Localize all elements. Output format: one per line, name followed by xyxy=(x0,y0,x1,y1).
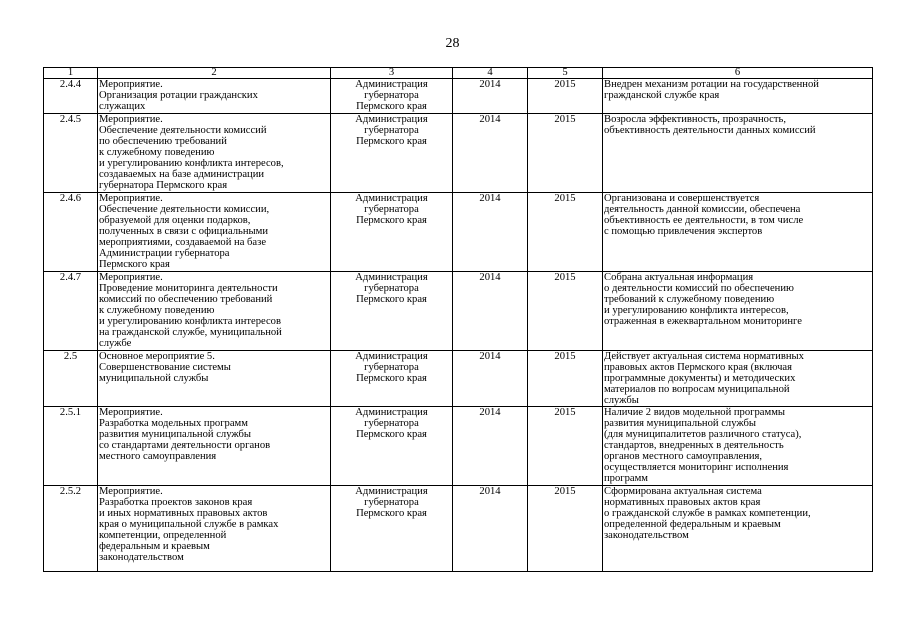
expected-result-cell xyxy=(603,79,873,114)
result-text-line: Собрана актуальная информация xyxy=(604,272,754,283)
expected-result-cell xyxy=(603,486,873,572)
executor-cell xyxy=(331,272,453,351)
start-year-cell: 2014 xyxy=(453,407,528,486)
event-name-cell xyxy=(98,114,331,193)
event-text-line: губернатора Пермского края xyxy=(99,180,228,191)
table-header-row xyxy=(44,68,873,79)
event-text-line: местного самоуправления xyxy=(99,451,217,462)
result-text-line: законодательством xyxy=(604,530,689,541)
executor-text-line: Администрация xyxy=(355,272,428,283)
event-text-line: законодательством xyxy=(99,552,184,563)
result-text-line: Организована и совершенствуется xyxy=(604,193,760,204)
result-text-line: о гражданской службе в рамках компетенции, xyxy=(604,508,811,519)
result-text-line: с помощью привлечения экспертов xyxy=(604,226,763,237)
executor-text-line: Администрация xyxy=(355,114,428,125)
result-text-line: определенной федеральным и краевым xyxy=(604,519,781,530)
result-text-line: Возросла эффективность, прозрачность, xyxy=(604,114,786,125)
executor-text-line: Пермского края xyxy=(356,215,427,226)
executor-cell xyxy=(331,79,453,114)
event-text-line: муниципальной службы xyxy=(99,373,209,384)
event-text-line: и урегулированию конфликта интересов xyxy=(99,316,281,327)
event-name-cell xyxy=(98,193,331,272)
event-text-line: на гражданской службе, муниципальной xyxy=(99,327,282,338)
result-text-line: службы xyxy=(604,395,639,406)
executor-cell xyxy=(331,114,453,193)
event-text-line: Совершенствование системы xyxy=(99,362,231,373)
header-col-1: 1 xyxy=(44,68,98,79)
result-text-line: стандартов, внедренных в деятельность xyxy=(604,440,784,451)
end-year-cell: 2015 xyxy=(528,407,603,486)
event-text-line: к служебному поведению xyxy=(99,147,215,158)
row-number-cell: 2.4.4 xyxy=(44,79,98,114)
event-text-line: по обеспечению требований xyxy=(99,136,227,147)
row-number-cell: 2.5.1 xyxy=(44,407,98,486)
event-text-line: полученных в связи с официальными xyxy=(99,226,269,237)
executor-text-line: Пермского края xyxy=(356,101,427,112)
executor-text-line: губернатора xyxy=(364,90,419,101)
result-text-line: и урегулированию конфликта интересов, xyxy=(604,305,789,316)
executor-text-line: Администрация xyxy=(355,407,428,418)
result-text-line: о деятельности комиссий по обеспечению xyxy=(604,283,794,294)
executor-text-line: Пермского края xyxy=(356,136,427,147)
header-col-3: 3 xyxy=(331,68,453,79)
event-name-cell xyxy=(98,79,331,114)
event-text-line: Пермского края xyxy=(99,259,170,270)
header-col-6: 6 xyxy=(603,68,873,79)
result-text-line: объективность ее деятельности, в том числе xyxy=(604,215,804,226)
executor-text-line: Администрация xyxy=(355,486,428,497)
row-number-cell: 2.4.5 xyxy=(44,114,98,193)
event-text-line: Проведение мониторинга деятельности xyxy=(99,283,278,294)
event-text-line: Мероприятие. xyxy=(99,79,163,90)
result-text-line: органов местного самоуправления, xyxy=(604,451,763,462)
result-text-line: деятельность данной комиссии, обеспечена xyxy=(604,204,801,215)
event-text-line: развития муниципальной службы xyxy=(99,429,252,440)
result-text-line: правовых актов Пермского края (включая xyxy=(604,362,792,373)
table-row xyxy=(44,114,873,193)
executor-text-line: губернатора xyxy=(364,125,419,136)
executor-cell xyxy=(331,407,453,486)
executor-cell xyxy=(331,193,453,272)
executor-text-line: Администрация xyxy=(355,79,428,90)
start-year-cell: 2014 xyxy=(453,272,528,351)
event-text-line: Мероприятие. xyxy=(99,272,163,283)
result-text-line: программ xyxy=(604,473,649,484)
event-text-line: образуемой для оценки подарков, xyxy=(99,215,251,226)
executor-text-line: Пермского края xyxy=(356,294,427,305)
event-text-line: и иных нормативных правовых актов xyxy=(99,508,268,519)
end-year-cell: 2015 xyxy=(528,272,603,351)
result-text-line: Действует актуальная система нормативных xyxy=(604,351,804,362)
executor-text-line: губернатора xyxy=(364,418,419,429)
result-text-line: осуществляется мониторинг исполнения xyxy=(604,462,789,473)
expected-result-cell xyxy=(603,351,873,407)
event-text-line: создаваемых на базе администрации xyxy=(99,169,265,180)
event-text-line: компетенции, определенной xyxy=(99,530,227,541)
end-year-cell: 2015 xyxy=(528,351,603,407)
header-col-5: 5 xyxy=(528,68,603,79)
executor-text-line: Администрация xyxy=(355,351,428,362)
event-text-line: мероприятиями, создаваемой на базе xyxy=(99,237,267,248)
executor-text-line: Администрация xyxy=(355,193,428,204)
event-text-line: Разработка проектов законов края xyxy=(99,497,253,508)
event-text-line: службе xyxy=(99,338,132,349)
executor-text-line: Пермского края xyxy=(356,429,427,440)
expected-result-cell xyxy=(603,407,873,486)
event-text-line: Обеспечение деятельности комиссий xyxy=(99,125,267,136)
executor-text-line: Пермского края xyxy=(356,373,427,384)
result-text-line: объективность деятельности данных комиссий xyxy=(604,125,816,136)
table-row xyxy=(44,486,873,572)
result-text-line: (для муниципалитетов различного статуса), xyxy=(604,429,802,440)
row-number-cell: 2.5.2 xyxy=(44,486,98,572)
result-text-line: материалов по вопросам муниципальной xyxy=(604,384,790,395)
end-year-cell: 2015 xyxy=(528,114,603,193)
expected-result-cell xyxy=(603,272,873,351)
result-text-line: Внедрен механизм ротации на государственной xyxy=(604,79,819,90)
end-year-cell: 2015 xyxy=(528,193,603,272)
start-year-cell: 2014 xyxy=(453,486,528,572)
table-row xyxy=(44,79,873,114)
result-text-line: Сформирована актуальная система xyxy=(604,486,762,497)
event-text-line: со стандартами деятельности органов xyxy=(99,440,271,451)
measures-table xyxy=(43,67,873,572)
row-number-cell: 2.4.6 xyxy=(44,193,98,272)
executor-text-line: Пермского края xyxy=(356,508,427,519)
result-text-line: отраженная в ежеквартальном мониторинге xyxy=(604,316,802,327)
event-text-line: к служебному поведению xyxy=(99,305,215,316)
page-number: 28 xyxy=(445,36,460,51)
event-text-line: Разработка модельных программ xyxy=(99,418,248,429)
start-year-cell: 2014 xyxy=(453,193,528,272)
result-text-line: Наличие 2 видов модельной программы xyxy=(604,407,786,418)
executor-text-line: губернатора xyxy=(364,497,419,508)
end-year-cell: 2015 xyxy=(528,79,603,114)
event-text-line: Организация ротации гражданских xyxy=(99,90,258,101)
result-text-line: требований к служебному поведению xyxy=(604,294,775,305)
row-number-cell: 2.4.7 xyxy=(44,272,98,351)
executor-text-line: губернатора xyxy=(364,204,419,215)
event-text-line: федеральным и краевым xyxy=(99,541,210,552)
event-text-line: Обеспечение деятельности комиссии, xyxy=(99,204,270,215)
event-text-line: Мероприятие. xyxy=(99,114,163,125)
header-col-4: 4 xyxy=(453,68,528,79)
row-number-cell: 2.5 xyxy=(44,351,98,407)
expected-result-cell xyxy=(603,193,873,272)
executor-cell xyxy=(331,486,453,572)
executor-text-line: губернатора xyxy=(364,362,419,373)
event-text-line: Основное мероприятие 5. xyxy=(99,351,215,362)
end-year-cell: 2015 xyxy=(528,486,603,572)
event-name-cell xyxy=(98,351,331,407)
table-row xyxy=(44,193,873,272)
table-row xyxy=(44,351,873,407)
event-text-line: служащих xyxy=(99,101,146,112)
event-text-line: Мероприятие. xyxy=(99,193,163,204)
start-year-cell: 2014 xyxy=(453,114,528,193)
event-name-cell xyxy=(98,486,331,572)
event-name-cell xyxy=(98,272,331,351)
result-text-line: развития муниципальной службы xyxy=(604,418,757,429)
header-col-2: 2 xyxy=(98,68,331,79)
table-row xyxy=(44,407,873,486)
start-year-cell: 2014 xyxy=(453,351,528,407)
event-text-line: Администрации губернатора xyxy=(99,248,230,259)
executor-text-line: губернатора xyxy=(364,283,419,294)
event-text-line: края о муниципальной службе в рамках xyxy=(99,519,279,530)
table-row xyxy=(44,272,873,351)
executor-cell xyxy=(331,351,453,407)
event-text-line: Мероприятие. xyxy=(99,407,163,418)
event-name-cell xyxy=(98,407,331,486)
result-text-line: программные документы) и методических xyxy=(604,373,796,384)
start-year-cell: 2014 xyxy=(453,79,528,114)
result-text-line: гражданской службе края xyxy=(604,90,720,101)
event-text-line: Мероприятие. xyxy=(99,486,163,497)
expected-result-cell xyxy=(603,114,873,193)
event-text-line: комиссий по обеспечению требований xyxy=(99,294,273,305)
event-text-line: и урегулированию конфликта интересов, xyxy=(99,158,284,169)
result-text-line: нормативных правовых актов края xyxy=(604,497,761,508)
